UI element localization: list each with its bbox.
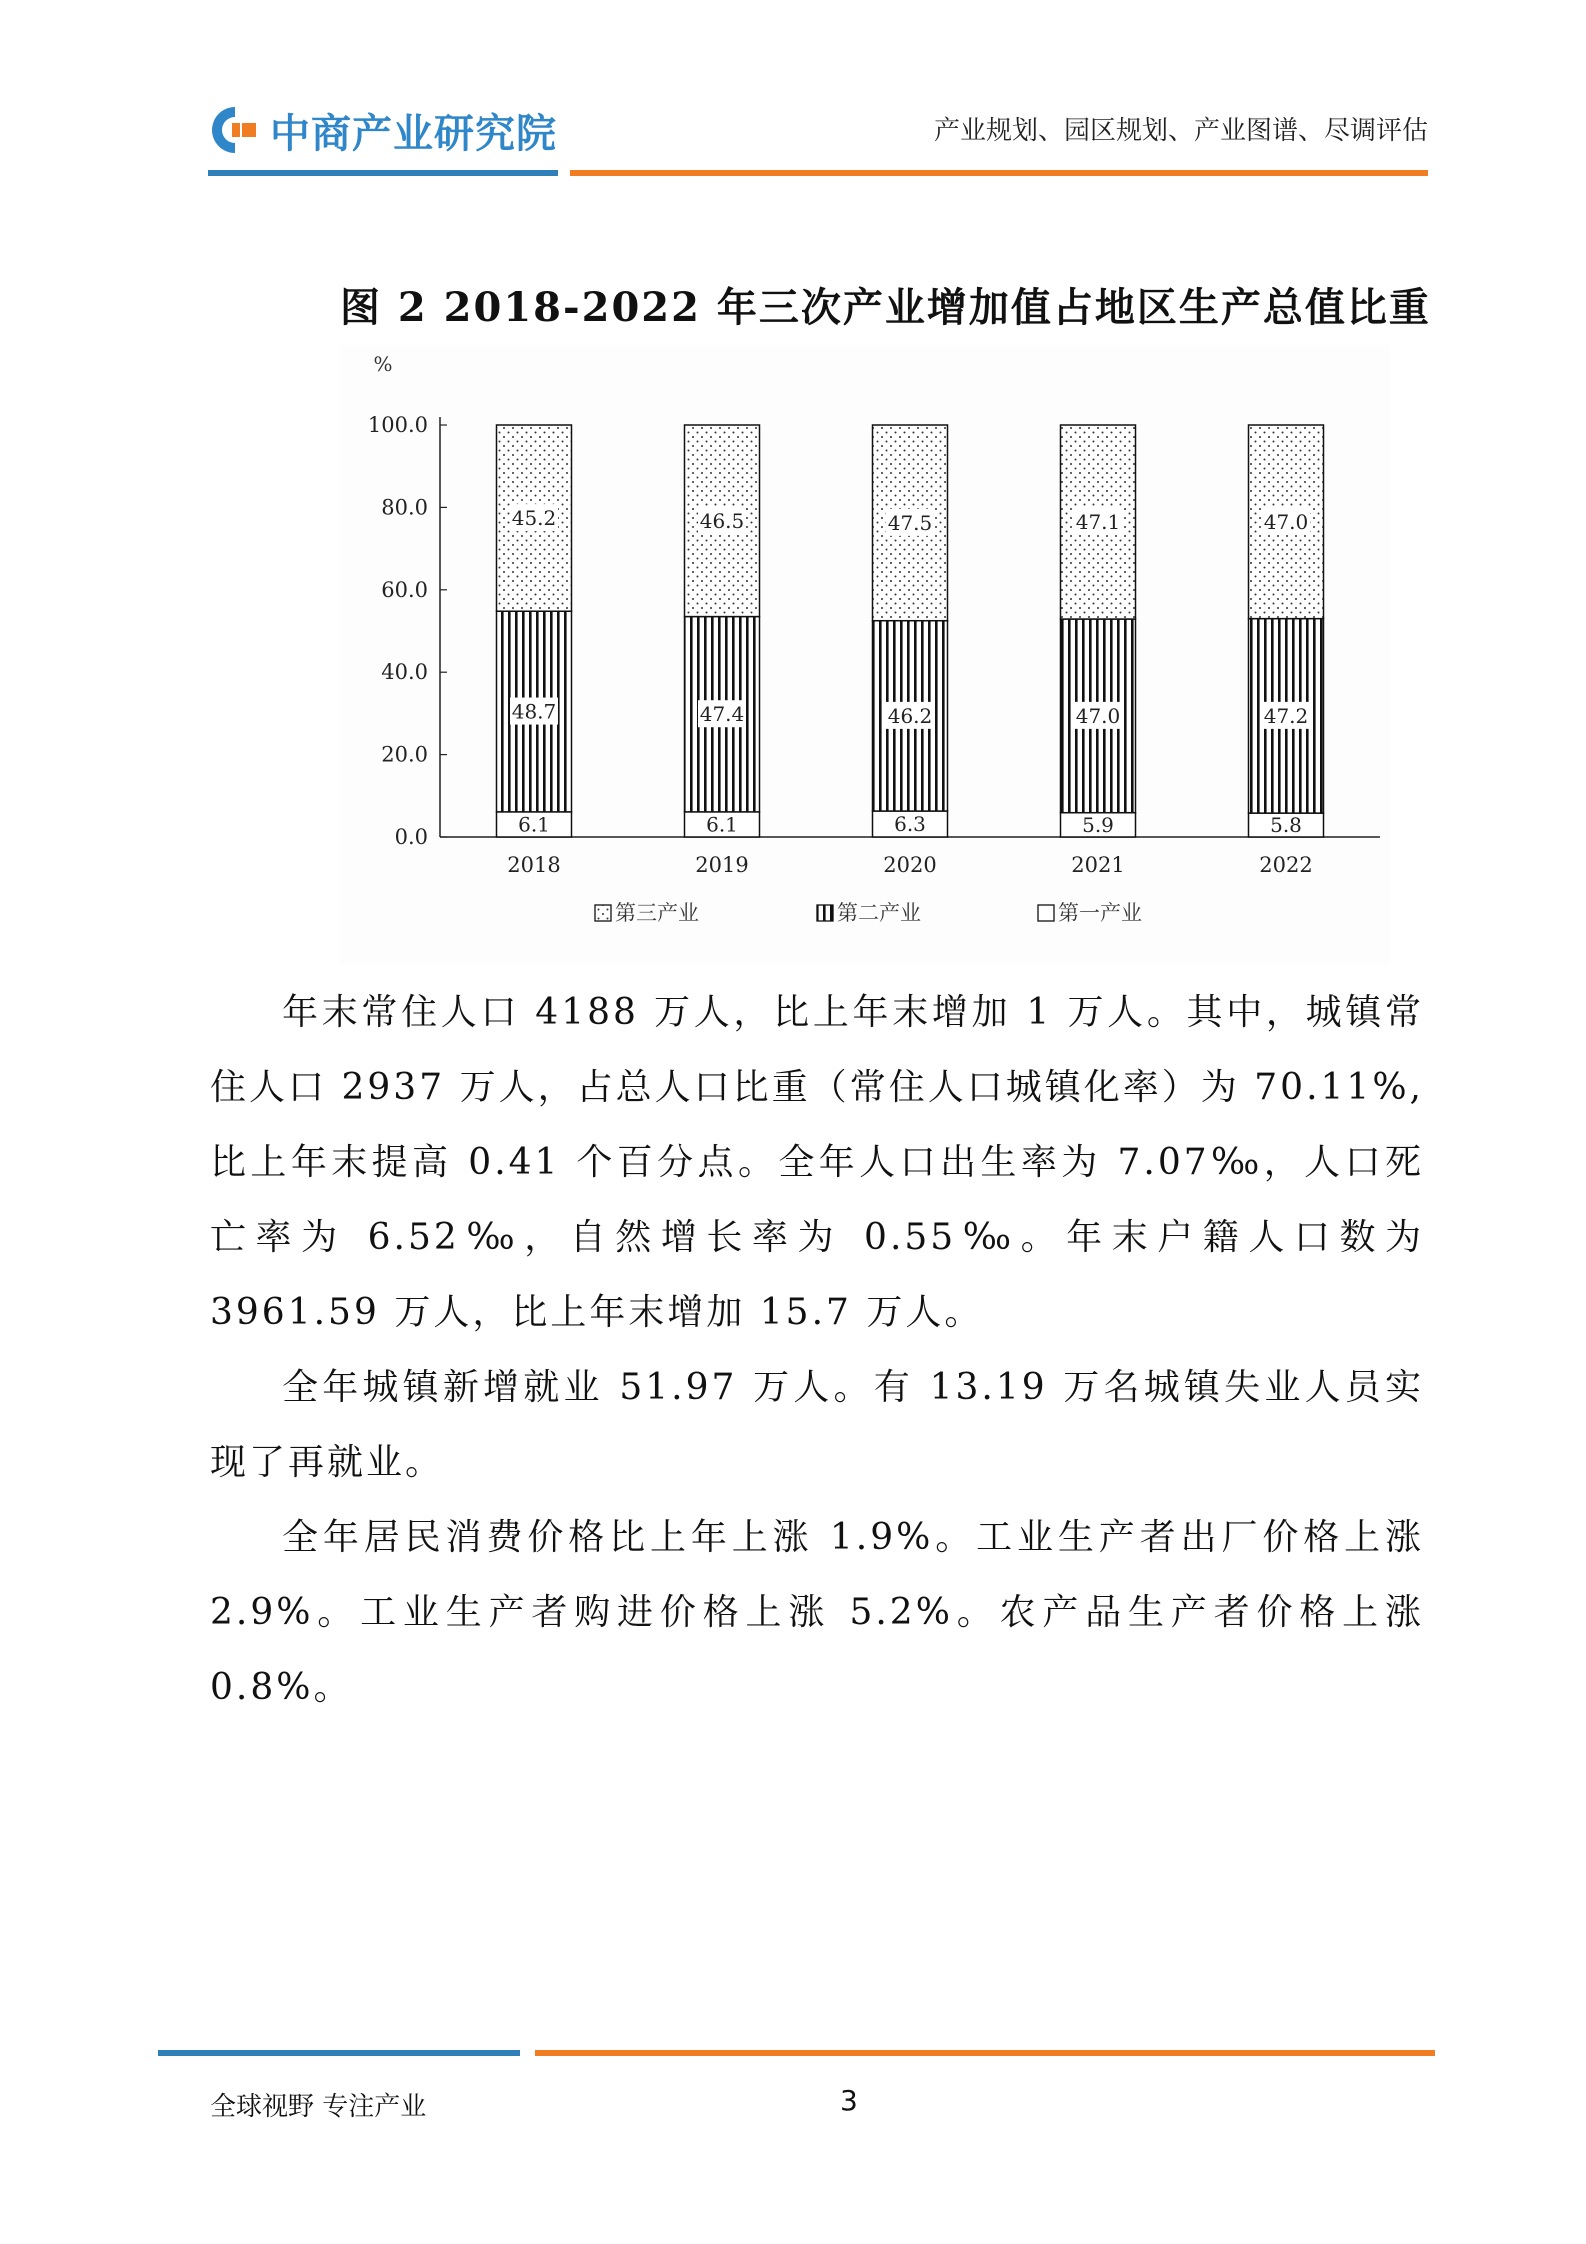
header-logo bbox=[208, 100, 557, 160]
header-tagline: 产业规划、园区规划、产业图谱、尽调评估 bbox=[933, 116, 1428, 146]
legend-item-primary: 第一产业 bbox=[1058, 901, 1142, 925]
x-tick-label: 2019 bbox=[695, 853, 749, 877]
y-axis-unit-label: % bbox=[373, 352, 393, 376]
data-label-secondary: 47.4 bbox=[699, 702, 745, 727]
data-label-tertiary: 46.5 bbox=[699, 508, 745, 533]
data-label-tertiary: 47.0 bbox=[1263, 509, 1309, 534]
header-divider-blue bbox=[208, 170, 558, 176]
x-tick-label: 2020 bbox=[883, 853, 937, 877]
data-label-primary: 5.8 bbox=[1270, 813, 1302, 838]
x-tick-label: 2022 bbox=[1259, 853, 1313, 877]
header-divider-orange bbox=[570, 170, 1428, 176]
y-tick-label: 40.0 bbox=[381, 660, 428, 685]
data-label-primary: 6.1 bbox=[518, 812, 550, 837]
data-label-primary: 5.9 bbox=[1082, 812, 1114, 837]
logo-text: 中商产业研究院 bbox=[270, 110, 557, 157]
footer-divider-blue bbox=[158, 2050, 520, 2056]
y-tick-label: 60.0 bbox=[381, 577, 428, 602]
paragraph-population: 年末常住人口 4188 万人，比上年末增加 1 万人。其中，城镇常住人口 2937 万人，占总人口比重（常住人口城镇化率）为 70.11%,比上年末提高 0.41 个百分点。全年人口出生率为 7.07‰，人口死亡率为 6.52‰，自然增长率为 0.55‰。年末户籍人口数为 3961.59 万人，比上年末增加 15.7 万人。 bbox=[210, 992, 1424, 1333]
legend-item-tertiary: 第三产业 bbox=[615, 901, 699, 925]
y-tick-label: 20.0 bbox=[381, 742, 428, 767]
legend-swatch bbox=[595, 905, 611, 921]
data-label-tertiary: 45.2 bbox=[511, 506, 557, 531]
legend-swatch bbox=[817, 905, 833, 921]
body-text bbox=[210, 975, 1424, 1725]
data-label-primary: 6.1 bbox=[706, 812, 738, 837]
legend-item-secondary: 第二产业 bbox=[837, 901, 921, 925]
data-label-secondary: 47.2 bbox=[1263, 703, 1309, 728]
x-tick-label: 2018 bbox=[507, 853, 561, 877]
data-label-secondary: 47.0 bbox=[1075, 703, 1121, 728]
y-tick-label: 0.0 bbox=[394, 825, 428, 849]
data-label-primary: 6.3 bbox=[894, 812, 926, 837]
y-tick-label: 80.0 bbox=[381, 495, 428, 520]
logo-icon bbox=[208, 103, 262, 157]
chart-container bbox=[340, 345, 1390, 965]
figure-title: 图 2 2018-2022 年三次产业增加值占地区生产总值比重 bbox=[340, 284, 1431, 331]
y-tick-label: 100.0 bbox=[367, 413, 428, 437]
data-label-tertiary: 47.1 bbox=[1075, 510, 1121, 535]
legend-swatch bbox=[1038, 905, 1054, 921]
data-label-tertiary: 47.5 bbox=[887, 510, 933, 535]
data-label-secondary: 46.2 bbox=[887, 703, 933, 728]
paragraph-employment: 全年城镇新增就业 51.97 万人。有 13.19 万名城镇失业人员实现了再就业。 bbox=[210, 1367, 1424, 1483]
paragraph-prices: 全年居民消费价格比上年上涨 1.9%。工业生产者出厂价格上涨 2.9%。工业生产者购进价格上涨 5.2%。农产品生产者价格上涨 0.8%。 bbox=[210, 1517, 1424, 1708]
x-tick-label: 2021 bbox=[1071, 853, 1125, 877]
data-label-secondary: 48.7 bbox=[511, 699, 557, 724]
page-number: 3 bbox=[840, 2084, 858, 2117]
footer-slogan: 全球视野 专注产业 bbox=[210, 2092, 427, 2122]
footer-divider-orange bbox=[535, 2050, 1435, 2056]
stacked-bar-chart bbox=[340, 345, 1390, 965]
